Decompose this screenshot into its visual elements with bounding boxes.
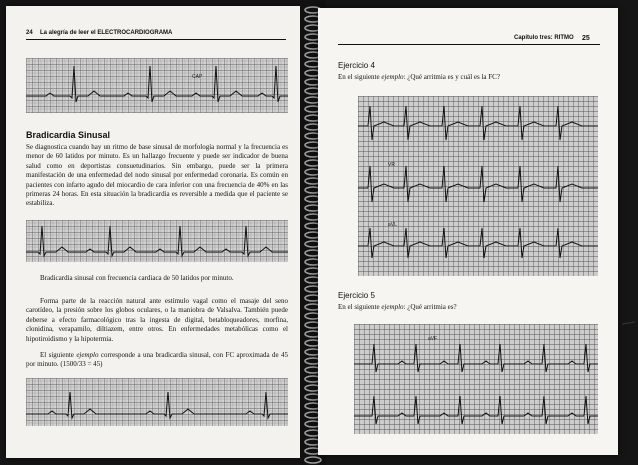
ecg-exercise-4 <box>358 96 598 276</box>
ex5-mark-avf: aVF <box>428 336 438 342</box>
ex5-pre: En el siguiente <box>338 303 382 311</box>
right-page-number: 25 <box>582 35 590 42</box>
strip1-cap-label: CAP <box>192 74 203 80</box>
ex5-em: ejemplo <box>381 303 404 311</box>
left-page <box>6 6 304 458</box>
ex5-post: : ¿Qué arritmia es? <box>403 303 457 311</box>
ex4-em: ejemplo <box>381 73 404 81</box>
ecg-strip-1 <box>26 58 288 113</box>
ex4-pre: En el siguiente <box>338 73 382 81</box>
ex4-mark-vr: VR <box>388 162 395 168</box>
right-page <box>318 8 618 455</box>
exercise-5-question <box>338 303 600 312</box>
left-running-title: La alegría de leer el ELECTROCARDIOGRAMA <box>40 30 173 36</box>
exercise-4-title: Ejercicio 4 <box>338 61 375 70</box>
right-running-title: Capítulo tres: RITMO <box>514 35 574 41</box>
exercise-5-title: Ejercicio 5 <box>338 291 375 300</box>
paragraph-2: Forma parte de la reacción natural ante estímulo vagal como el masaje del seno carotídeo, la presión sobre los globos oculares, o la maniobra de Valsalva. También puede deberse a efecto farmacológico tras la ingesta de digital, betabloqueadores, morfina, clonidina, verapamilo, diltiazem, entre otros. En enfermedades metabólicas como el hipotiroidismo y la hipotermia. <box>26 297 288 343</box>
paragraph-3-post: corresponde a una bradicardia sinusal, con FC aproximada de 45 por minuto. (1500/33 = 45) <box>26 351 288 369</box>
paragraph-3-em: ejemplo <box>76 351 99 359</box>
right-head-rule <box>338 44 600 45</box>
caption-strip-2: Bradicardia sinusal con frecuencia cardiaca de 50 latidos por minuto. <box>40 274 234 282</box>
pen-mark <box>622 318 636 328</box>
left-page-number: 24 <box>26 30 33 36</box>
exercise-4-question <box>338 73 600 82</box>
ecg-strip-2 <box>26 220 288 262</box>
ecg-exercise-5 <box>354 324 598 434</box>
ex4-post: : ¿Qué arritmia es y cuál es la FC? <box>403 73 500 81</box>
left-head-rule <box>26 39 286 40</box>
ecg-strip-3 <box>26 378 288 426</box>
paragraph-3 <box>26 351 288 370</box>
section-title-bradicardia: Bradicardia Sinusal <box>26 130 111 140</box>
paragraph-3-pre: El siguiente <box>40 351 77 359</box>
paragraph-1: Se diagnostica cuando hay un ritmo de base sinusal de morfología normal y la frecuencia es menor de 60 latidos por minuto. Es un hallazgo frecuente y puede ser indicador de buena salud como en deportistas consuetudinarios. Sin embargo, puede ser la primera manifestación de una enfermedad del nodo sinusal por enfermedad coronaria. Es común en pacientes con infarto agudo del miocardio de cara inferior con una frecuencia de 40% en las primeras 24 horas. En esta situación la bradicardia es reversible a medida que el paciente se estabiliza. <box>26 143 288 208</box>
ex4-mark-avl: aVL <box>388 222 397 228</box>
